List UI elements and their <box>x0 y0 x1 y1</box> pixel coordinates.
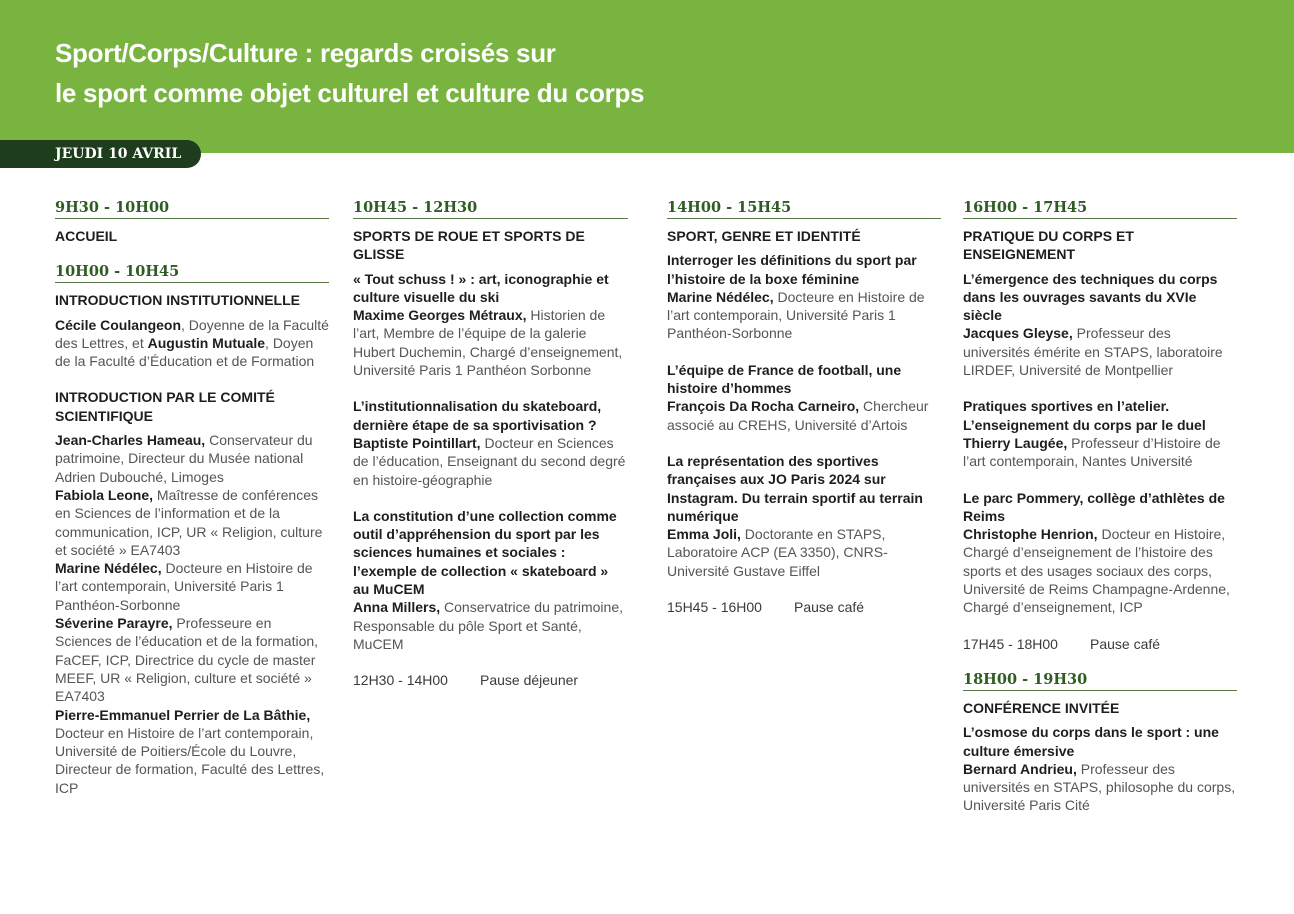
talk-item <box>55 316 329 371</box>
slot-title: PRATIQUE DU CORPS ET ENSEIGNEMENT <box>963 228 1134 263</box>
slot-title: INTRODUCTION INSTITUTIONNELLE <box>55 292 300 309</box>
speaker-role: Professeur des universités émérite en STAPS, laboratoire LIRDEF, Université de Montpellier <box>963 325 1223 379</box>
speaker-name: Jean-Charles Hameau, <box>55 432 206 449</box>
schedule-column-3 <box>667 198 941 633</box>
speaker-name: Séverine Parayre, <box>55 615 173 632</box>
talk-item <box>353 507 628 653</box>
slot-time: 9H30 - 10H00 <box>55 198 329 219</box>
header-banner <box>0 0 1294 153</box>
talk-title: « Tout schuss ! » : art, iconographie et culture visuelle du ski <box>353 270 609 305</box>
speaker-role: Docteur en Sciences de l’éducation, Enseignant du second degré en histoire-géographie <box>353 434 626 488</box>
speaker-name: Pierre-Emmanuel Perrier de La Bâthie, <box>55 706 311 723</box>
talk-title: L’émergence des techniques du corps dans les ouvrages savants du XVIe siècle <box>963 270 1218 324</box>
talk-item <box>667 361 941 434</box>
talk-item <box>667 251 941 342</box>
talk-item <box>353 270 628 380</box>
talk-title: La représentation des sportives françaises aux JO Paris 2024 sur Instagram. Du terrain sportif au terrain numérique <box>667 452 923 524</box>
slot-time: 14H00 - 15H45 <box>667 198 941 219</box>
speaker-name: Baptiste Pointillart, <box>353 434 481 451</box>
slot-time: 16H00 - 17H45 <box>963 198 1237 219</box>
schedule-column-2 <box>353 198 628 707</box>
pause-item <box>963 635 1237 653</box>
speaker-role: Docteure en Histoire de l’art contemporain, Université Paris 1 Panthéon-Sorbonne <box>55 560 313 613</box>
slot-time: 10H45 - 12H30 <box>353 198 628 219</box>
schedule-column-1 <box>55 198 329 797</box>
speaker-role: Docteure en Histoire de l’art contemporain, Université Paris 1 Panthéon-Sorbonne <box>667 288 925 342</box>
slot-genre-identite <box>667 198 941 616</box>
slot-roue-glisse <box>353 198 628 690</box>
speaker-name: Cécile Coulangeon <box>55 316 182 333</box>
page-title-line2: le sport comme objet culturel et culture du corps <box>55 78 645 108</box>
speaker-role: Maîtresse de conférences en Sciences de l’information et de la communication, ICP, UR « Religion, culture et société » EA7403 <box>55 486 323 558</box>
slot-time: 10H00 - 10H45 <box>55 262 329 283</box>
speaker-item <box>55 559 329 614</box>
slot-title: SPORT, GENRE ET IDENTITÉ <box>667 228 861 244</box>
speaker-name: Fabiola Leone, <box>55 486 154 503</box>
speaker-role: Docteur en Histoire, Chargé d’enseignement de l’histoire des sports et des usages sociaux des corps, Université de Reims Champagne-Ardenne, Chargé d’enseignement, ICP <box>963 526 1230 616</box>
speaker-role: Conservateur du patrimoine, Directeur du Musée national Adrien Dubouché, Limoges <box>55 432 313 485</box>
talk-item <box>963 270 1237 380</box>
talk-item <box>963 397 1237 470</box>
pause-label: Pause déjeuner <box>480 672 579 689</box>
speaker-role: Historien de l’art, Membre de l’équipe de la galerie Hubert Duchemin, Chargé d’enseignement, Université Paris 1 Panthéon Sorbonne <box>353 307 623 379</box>
slot-time: 18H00 - 19H30 <box>963 670 1237 691</box>
talk-item <box>667 452 941 580</box>
slot-title: INTRODUCTION PAR LE COMITÉ SCIENTIFIQUE <box>55 389 275 424</box>
talk-title: Interroger les définitions du sport par l’histoire de la boxe féminine <box>667 252 917 287</box>
talk-title: L’équipe de France de football, une histoire d’hommes <box>667 361 902 397</box>
talk-item <box>353 397 628 488</box>
speaker-name: Augustin Mutuale <box>147 334 266 351</box>
day-tab: JEUDI 10 AVRIL <box>0 140 201 168</box>
speaker-name: Thierry Laugée, <box>963 434 1068 451</box>
speaker-name: Marine Nédélec, <box>667 288 774 305</box>
talk-title: Le parc Pommery, collège d’athlètes de Reims <box>963 489 1225 524</box>
speaker-role: Conservatrice du patrimoine, Responsable du pôle Sport et Santé, MuCEM <box>353 599 624 652</box>
slot-introduction <box>55 262 329 797</box>
pause-label: Pause café <box>794 599 865 616</box>
pause-time: 15H45 - 16H00 <box>667 599 762 616</box>
speaker-role: Docteur en Histoire de l’art contemporain, Université de Poitiers/École du Louvre, Directeur de formation, Faculté des Lettres, ICP <box>55 724 325 796</box>
schedule-column-4 <box>963 198 1237 832</box>
speaker-role: Professeure en Sciences de l’éducation et de la formation, FaCEF, ICP, Directrice du cycle de master MEEF, UR « Religion, culture et société » EA7403 <box>55 615 319 705</box>
talk-item <box>963 723 1237 814</box>
page-title <box>55 33 644 113</box>
speaker-name: Marine Nédélec, <box>55 560 162 577</box>
speaker-name: Jacques Gleyse, <box>963 325 1073 342</box>
speaker-item <box>55 706 329 797</box>
slot-title: SPORTS DE ROUE ET SPORTS DE GLISSE <box>353 228 585 263</box>
speaker-role: Professeur des universités en STAPS, philosophe du corps, Université Paris Cité <box>963 760 1236 814</box>
speaker-name: Bernard Andrieu, <box>963 760 1077 777</box>
speaker-role: Chercheur associé au CREHS, Université d’Artois <box>667 398 929 433</box>
slot-accueil <box>55 198 329 245</box>
pause-label: Pause café <box>1090 635 1161 652</box>
speaker-role: , Doyen de la Faculté d’Éducation et de Formation <box>55 334 315 370</box>
speaker-item <box>55 486 329 559</box>
talk-title: La constitution d’une collection comme outil d’appréhension du sport par les sciences humaines et sociales : l’exemple de collection « skateboard » au MuCEM <box>353 507 617 598</box>
pause-item <box>353 671 628 689</box>
speaker-name: François Da Rocha Carneiro, <box>667 398 860 415</box>
speaker-name: Christophe Henrion, <box>963 526 1098 543</box>
speaker-role: Professeur d’Histoire de l’art contemporain, Nantes Université <box>963 434 1221 470</box>
speaker-role: Doctorante en STAPS, Laboratoire ACP (EA 3350), CNRS-Université Gustave Eiffel <box>667 526 888 579</box>
speaker-name: Emma Joli, <box>667 526 741 543</box>
speaker-name: Maxime Georges Métraux, <box>353 307 527 324</box>
speaker-item <box>55 614 329 705</box>
slot-title: ACCUEIL <box>55 228 118 244</box>
talk-title: L’osmose du corps dans le sport : une culture émersive <box>963 724 1219 759</box>
pause-item <box>667 598 941 616</box>
slot-title: CONFÉRENCE INVITÉE <box>963 699 1120 716</box>
slot-conference-invitee <box>963 670 1237 815</box>
talk-item <box>963 489 1237 617</box>
speaker-item <box>55 431 329 486</box>
pause-time: 17H45 - 18H00 <box>963 635 1058 652</box>
pause-time: 12H30 - 14H00 <box>353 672 448 689</box>
talk-title: L’institutionnalisation du skateboard, dernière étape de sa sportivisation ? <box>353 398 602 433</box>
speaker-name: Anna Millers, <box>353 599 441 616</box>
talk-title: Pratiques sportives en l’atelier. L’enseignement du corps par le duel <box>963 398 1206 433</box>
page-title-line1: Sport/Corps/Culture : regards croisés sur <box>55 38 556 68</box>
slot-pratique-corps <box>963 198 1237 653</box>
speaker-role: , Doyenne de la Faculté des Lettres, et <box>55 316 329 351</box>
